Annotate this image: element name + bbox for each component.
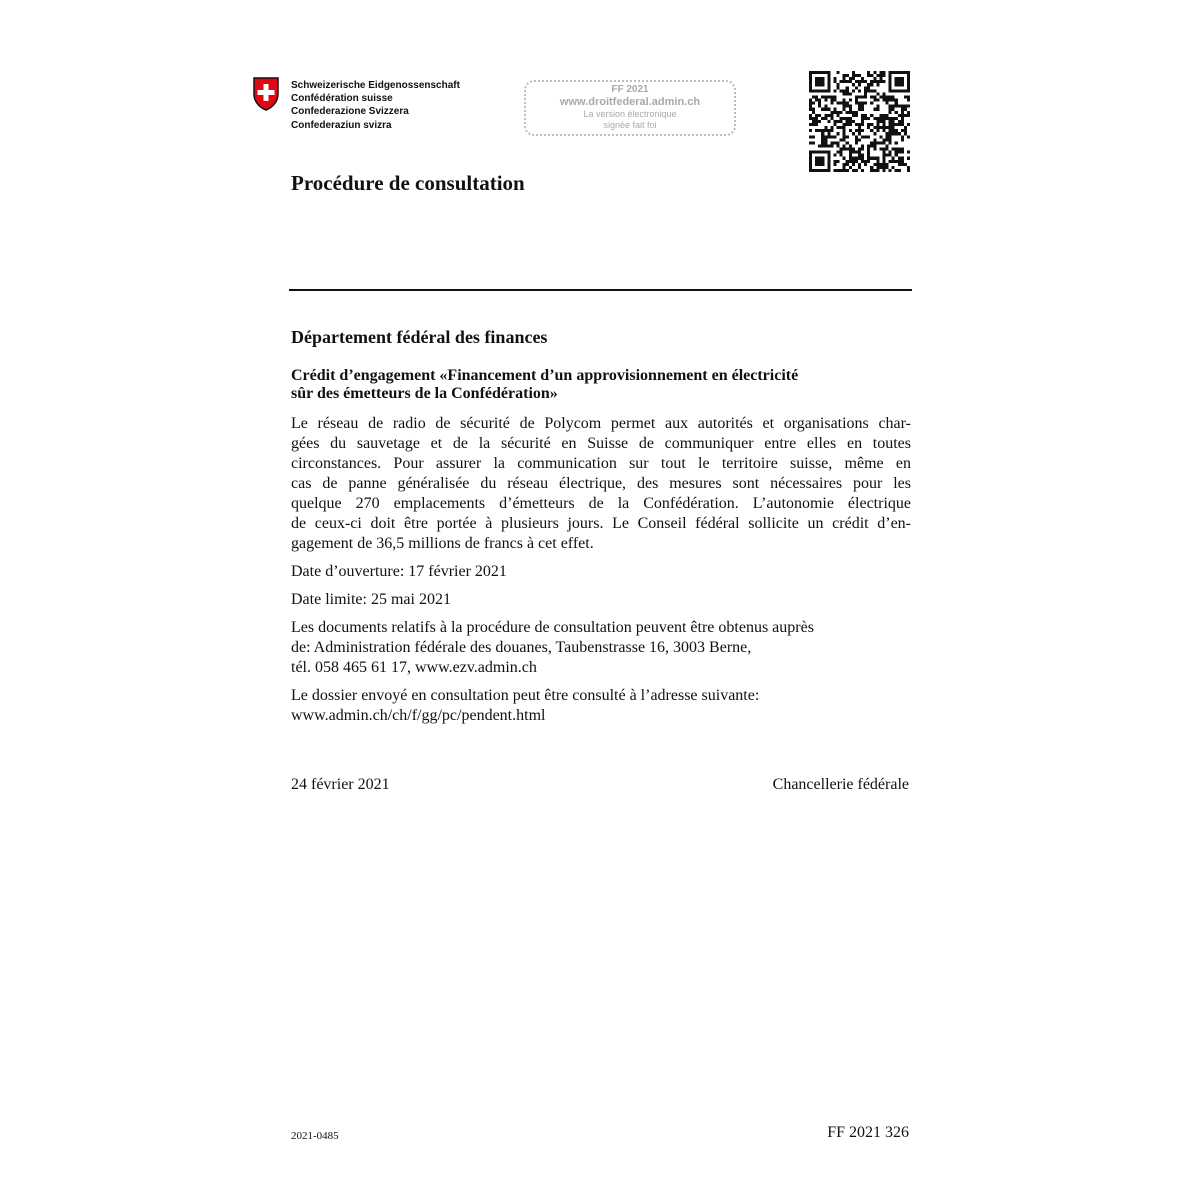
department-heading: Département fédéral des finances xyxy=(291,327,548,347)
paragraph-line: Le réseau de radio de sécurité de Polycom permet aux autorités et organisations char- xyxy=(291,415,911,432)
page-title: Procédure de consultation xyxy=(291,171,525,195)
document-body xyxy=(291,414,911,734)
publication-date: 24 février 2021 xyxy=(291,776,390,793)
documents-line: de: Administration fédérale des douanes, Taubenstrasse 16, 3003 Berne, xyxy=(291,639,752,656)
ff-reference: FF 2021 326 xyxy=(827,1124,909,1141)
document-number: 2021-0485 xyxy=(291,1130,339,1142)
paragraph-line: circonstances. Pour assurer la communication sur tout le territoire suisse, même en xyxy=(291,455,911,472)
swiss-coat-of-arms-logo xyxy=(252,76,280,112)
stamp-url: www.droitfederal.admin.ch xyxy=(559,96,701,108)
electronic-version-stamp xyxy=(524,80,736,136)
confederation-name-fr: Confédération suisse xyxy=(291,93,393,105)
paragraph-line: gagement de 36,5 millions de francs à cet effet. xyxy=(291,535,594,552)
signatory: Chancellerie fédérale xyxy=(772,776,909,793)
confederation-name-de: Schweizerische Eidgenossenschaft xyxy=(291,80,460,91)
paragraph-line: cas de panne généralisée du réseau électrique, des mesures sont nécessaires pour les xyxy=(291,475,911,492)
dossier-line: www.admin.ch/ch/f/gg/pc/pendent.html xyxy=(291,707,546,724)
divider xyxy=(289,289,912,291)
dossier-paragraph xyxy=(291,686,911,726)
opening-date: Date d’ouverture: 17 février 2021 xyxy=(291,563,507,580)
paragraph-line: gées du sauvetage et de la sécurité en Suisse de communiquer entre elles en toutes xyxy=(291,435,911,452)
documents-line: tél. 058 465 61 17, www.ezv.admin.ch xyxy=(291,659,537,676)
deadline-date: Date limite: 25 mai 2021 xyxy=(291,591,451,608)
paragraph-line: de ceux-ci doit être portée à plusieurs jours. Le Conseil fédéral sollicite un crédit d’en- xyxy=(291,515,911,532)
subject-heading-line: Crédit d’engagement «Financement d’un approvisionnement en électricité xyxy=(291,367,799,384)
stamp-note-2: signée fait foi xyxy=(603,120,657,130)
documents-paragraph xyxy=(291,618,911,678)
confederation-names xyxy=(291,79,460,132)
stamp-ff-label: FF 2021 xyxy=(611,84,649,95)
subject-heading-line: sûr des émetteurs de la Confédération» xyxy=(291,385,558,402)
stamp-note-1: La version électronique xyxy=(583,109,677,119)
paragraph-line: quelque 270 emplacements d’émetteurs de la Confédération. L’autonomie électrique xyxy=(291,495,911,512)
confederation-name-rm: Confederaziun svizra xyxy=(291,119,392,131)
confederation-name-it: Confederazione Svizzera xyxy=(291,106,409,118)
qr-code xyxy=(809,71,910,172)
description-paragraph xyxy=(291,414,911,554)
documents-line: Les documents relatifs à la procédure de consultation peuvent être obtenus auprès xyxy=(291,619,814,636)
dossier-line: Le dossier envoyé en consultation peut être consulté à l’adresse suivante: xyxy=(291,687,760,704)
subject-heading xyxy=(291,367,891,403)
